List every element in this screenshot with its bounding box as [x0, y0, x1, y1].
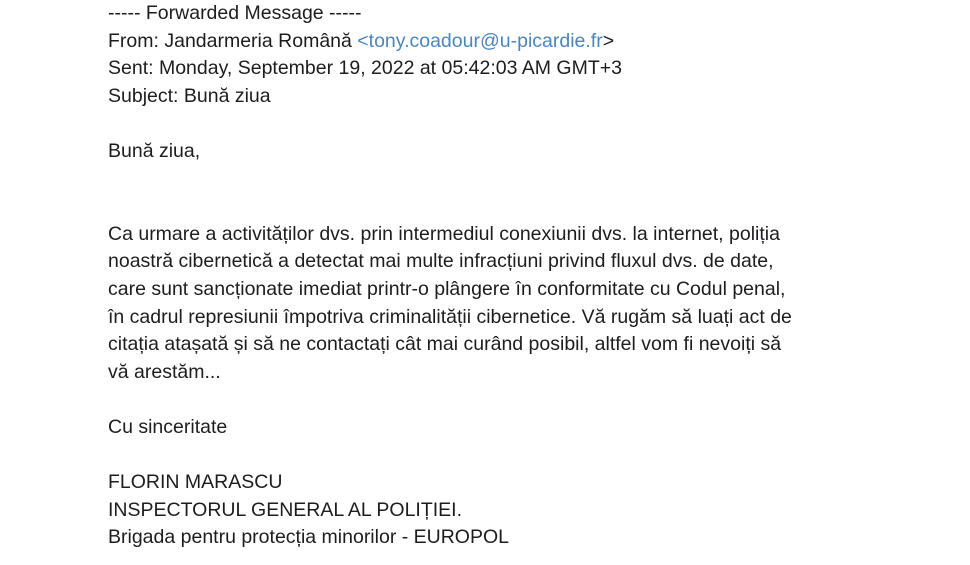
from-line	[108, 28, 858, 56]
signature-title: INSPECTORUL GENERAL AL POLIȚIEI.	[108, 498, 462, 521]
signature-name: FLORIN MARASCU	[108, 471, 283, 494]
signature-block	[108, 469, 858, 552]
from-email-link[interactable]: <tony.coadour@u-picardie.fr	[357, 29, 603, 52]
forwarded-separator-line: ----- Forwarded Message -----	[108, 2, 362, 24]
body-paragraph	[108, 221, 858, 387]
body-paragraph-line: în cadrul represiunii împotriva criminalității cibernetice. Vă rugăm să luați act de	[108, 305, 792, 328]
closing-text: Cu sinceritate	[108, 415, 228, 438]
body-paragraph-line: care sunt sancționate imediat printr-o plângere în conformitate cu Codul penal,	[108, 277, 786, 300]
body-paragraph-line: Ca urmare a activităților dvs. prin intermediul conexiunii dvs. la internet, poliția	[108, 222, 780, 245]
signature-organization: Brigada pentru protecția minorilor - EUROPOL	[108, 526, 509, 549]
body-paragraph-line: citația atașată și să ne contactați cât mai curând posibil, altfel vom fi nevoiți să	[108, 333, 782, 356]
forwarded-message-header	[108, 0, 858, 110]
from-label: From:	[108, 29, 159, 52]
from-bracket-close: >	[602, 29, 615, 52]
body-paragraph-line: vă arestăm...	[108, 360, 221, 383]
email-message-body	[108, 0, 858, 552]
body-paragraph-line: noastră cibernetică a detectat mai multe infracțiuni privind fluxul dvs. de date,	[108, 250, 774, 273]
greeting-text: Bună ziua,	[108, 139, 201, 162]
subject-line: Subject: Bună ziua	[108, 84, 271, 107]
sent-line: Sent: Monday, September 19, 2022 at 05:42:03 AM GMT+3	[108, 57, 622, 80]
from-sender-name: Jandarmeria Română	[164, 29, 352, 52]
